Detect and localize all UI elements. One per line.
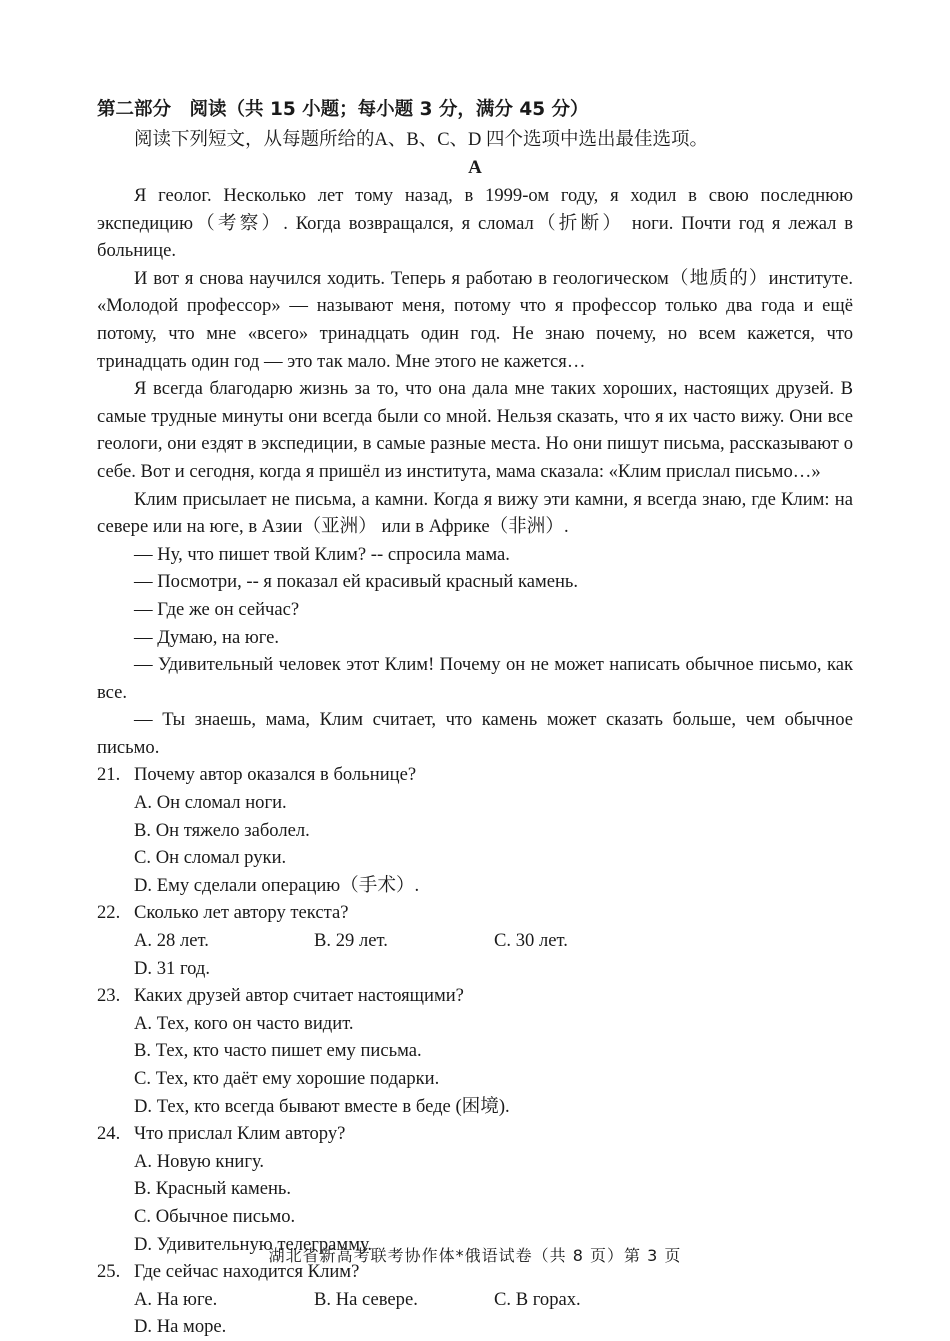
option-d: D. Удивительную телеграмму. xyxy=(134,1233,373,1255)
dialog-line: — Думаю, на юге. xyxy=(134,626,280,648)
question xyxy=(97,761,853,899)
dialog-line: — Где же он сейчас? xyxy=(134,598,300,620)
option-d: D. На море. xyxy=(134,1316,227,1338)
question-stem: Что прислал Клим автору? xyxy=(134,1123,346,1145)
option-a: A. Новую книгу. xyxy=(134,1150,265,1172)
paragraph: Я всегда благодарю жизнь за то, что она дала мне таких хороших, настоящих друзей. В самые трудные минуты они всегда были со мной. Нельзя сказать, что я их часто вижу. Они все геологи, они ездят в экспедиции, в самые разные места. Но они пишут письма, рассказывают о себе. Вот и сегодня, когда я пришёл из института, мама сказала: «Клим прислал письмо…» xyxy=(97,378,853,482)
option-c: C. 30 лет. xyxy=(494,930,568,952)
page-footer: 湖北省新高考联考协作体*俄语试卷（共 8 页）第 3 页 xyxy=(268,1246,682,1265)
option-d: D. Ему сделали операцию（手术）. xyxy=(134,874,420,896)
options xyxy=(97,1148,853,1258)
section-title: 第二部分 阅读（共 15 小题；每小题 3 分，满分 45 分） xyxy=(97,99,589,120)
options xyxy=(97,1010,853,1120)
question xyxy=(97,899,853,982)
question-number: 21. xyxy=(97,764,121,786)
reading-passage xyxy=(97,182,853,761)
dialog-line: — Удивительный человек этот Клим! Почему он не может написать обычное письмо, как все. xyxy=(97,654,853,703)
option-c: C. В горах. xyxy=(494,1288,581,1310)
option-b: B. Он тяжело заболел. xyxy=(134,819,310,841)
option-a: A. На юге. xyxy=(134,1288,218,1310)
paragraph: Я геолог. Несколько лет тому назад, в 1999-ом году, я ходил в свою последнюю экспедицию（考察）. Когда возвращался, я сломал（折断） ноги. Почти год я лежал в больнице. xyxy=(97,185,853,262)
option-b: B. Тех, кто часто пишет ему письма. xyxy=(134,1040,422,1062)
question-number: 24. xyxy=(97,1123,121,1145)
question-number: 25. xyxy=(97,1261,121,1283)
part-label: A xyxy=(468,157,482,178)
question-number: 23. xyxy=(97,985,121,1007)
paragraph: Клим присылает не письма, а камни. Когда я вижу эти камни, я всегда знаю, где Клим: на севере или на юге, в Азии（亚洲） или в Африке（非洲）. xyxy=(97,488,853,538)
option-a: A. 28 лет. xyxy=(134,930,209,952)
question xyxy=(97,1258,853,1341)
option-b: B. Красный камень. xyxy=(134,1178,292,1200)
question-stem: Почему автор оказался в больнице? xyxy=(134,764,417,786)
options xyxy=(97,1286,853,1341)
option-d: D. 31 год. xyxy=(134,957,210,979)
option-c: C. Он сломал руки. xyxy=(134,847,287,869)
dialog-line: — Ты знаешь, мама, Клим считает, что камень может сказать больше, чем обычное письмо. xyxy=(97,709,853,758)
option-a: A. Он сломал ноги. xyxy=(134,792,287,814)
dialog-line: — Ну, что пишет твой Клим? -- спросила мама. xyxy=(134,543,510,565)
question xyxy=(97,1120,853,1258)
option-a: A. Тех, кого он часто видит. xyxy=(134,1012,354,1034)
option-b: B. 29 лет. xyxy=(314,930,388,952)
option-d: D. Тех, кто всегда бывают вместе в беде (困境). xyxy=(134,1095,510,1117)
question-number: 22. xyxy=(97,902,121,924)
option-b: B. На севере. xyxy=(314,1288,418,1310)
paragraph: И вот я снова научился ходить. Теперь я работаю в геологическом（地质的）институте. «Молодой профессор» — называют меня, потому что я профессор только два года и ещё потому, что мне «всего» тринадцать один год. Не знаю почему, но всем кажется, что тринадцать один год — это так мало. Мне этого не кажется… xyxy=(97,267,853,372)
options xyxy=(97,789,853,899)
question-stem: Где сейчас находится Клим? xyxy=(134,1261,360,1283)
option-c: C. Тех, кто даёт ему хорошие подарки. xyxy=(134,1068,440,1089)
option-c: C. Обычное письмо. xyxy=(134,1205,296,1227)
question xyxy=(97,982,853,1120)
dialog-line: — Посмотри, -- я показал ей красивый красный камень. xyxy=(134,571,579,593)
options xyxy=(97,927,853,982)
question-stem: Каких друзей автор считает настоящими? xyxy=(134,985,464,1007)
exam-page xyxy=(97,96,853,1341)
instruction-text: 阅读下列短文，从每题所给的A、B、C、D 四个选项中选出最佳选项。 xyxy=(134,130,709,150)
question-stem: Сколько лет автору текста? xyxy=(134,902,349,924)
